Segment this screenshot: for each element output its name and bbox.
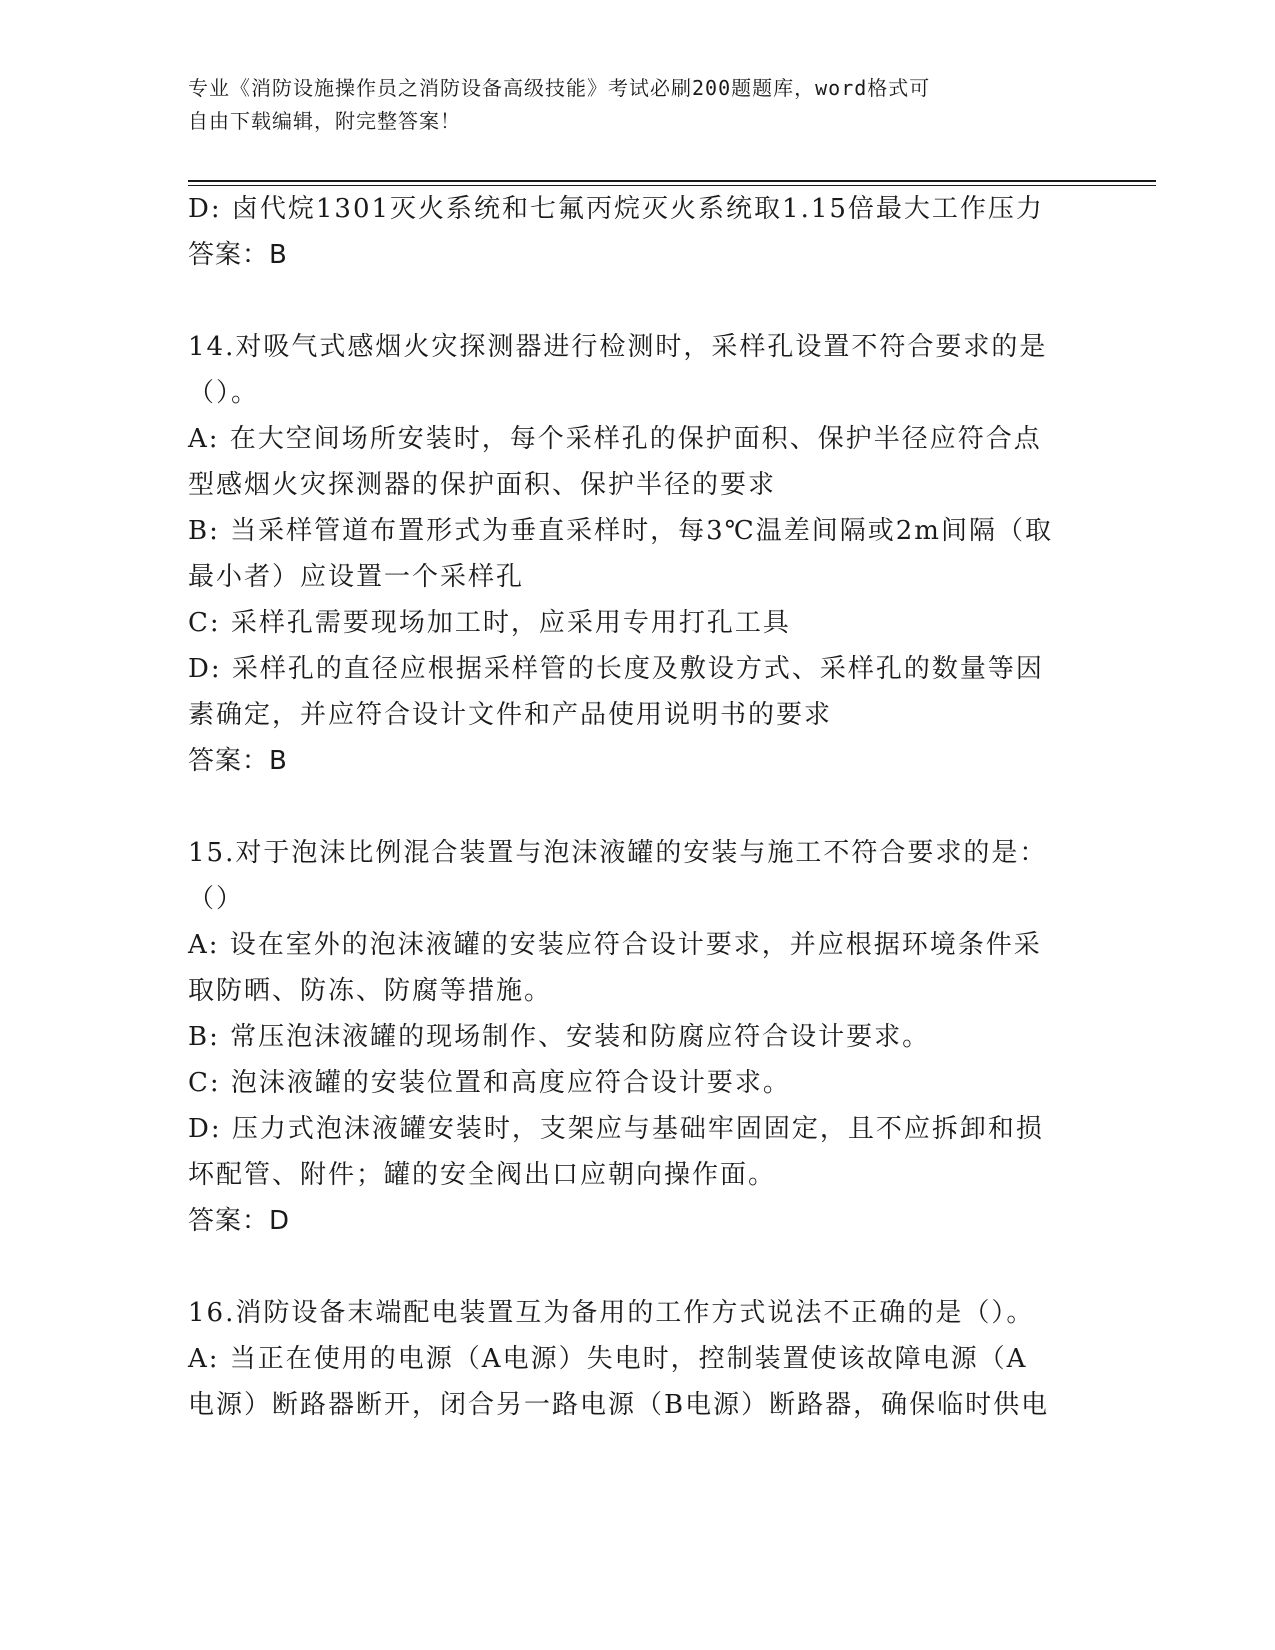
option-a: A: 设在室外的泡沫液罐的安装应符合设计要求，并应根据环境条件采 (188, 930, 1042, 960)
question-text: 16.消防设备末端配电装置互为备用的工作方式说法不正确的是（）。 (188, 1298, 1035, 1328)
option-a: 电源）断路器断开，闭合另一路电源（B电源）断路器，确保临时供电 (188, 1390, 1050, 1420)
option-d: 素确定，并应符合设计文件和产品使用说明书的要求 (188, 700, 833, 730)
option-b: B: 常压泡沫液罐的现场制作、安装和防腐应符合设计要求。 (188, 1022, 931, 1052)
option-d: 坏配管、附件；罐的安全阀出口应朝向操作面。 (188, 1160, 777, 1190)
question-15 (188, 830, 1088, 1244)
document-body (188, 186, 1088, 1428)
question-14 (188, 324, 1088, 784)
question-text: 14.对吸气式感烟火灾探测器进行检测时，采样孔设置不符合要求的是 (188, 332, 1048, 362)
option-c: C: 采样孔需要现场加工时，应采用专用打孔工具 (188, 608, 791, 638)
header-divider-thick (188, 180, 1156, 182)
answer: 答案：B (188, 746, 288, 776)
header-line: 自由下载编辑，附完整答案！ (188, 109, 461, 133)
question-16 (188, 1290, 1088, 1428)
option-d: D: 卤代烷1301灭火系统和七氟丙烷灭火系统取1.15倍最大工作压力 (188, 194, 1044, 224)
option-d: D: 压力式泡沫液罐安装时，支架应与基础牢固固定，且不应拆卸和损 (188, 1114, 1044, 1144)
option-b: B: 当采样管道布置形式为垂直采样时，每3℃温差间隔或2m间隔（取 (188, 516, 1053, 546)
answer: 答案：B (188, 240, 288, 270)
option-a: A: 在大空间场所安装时，每个采样孔的保护面积、保护半径应符合点 (188, 424, 1042, 454)
question-text: （） (188, 884, 245, 914)
answer: 答案：D (188, 1206, 291, 1236)
option-d: D: 采样孔的直径应根据采样管的长度及敷设方式、采样孔的数量等因 (188, 654, 1044, 684)
question-text: （）。 (188, 378, 260, 408)
question-text: 15.对于泡沫比例混合装置与泡沫液罐的安装与施工不符合要求的是： (188, 838, 1048, 868)
option-a: 型感烟火灾探测器的保护面积、保护半径的要求 (188, 470, 777, 500)
option-a: 取防晒、防冻、防腐等措施。 (188, 976, 553, 1006)
option-b: 最小者）应设置一个采样孔 (188, 562, 525, 592)
option-c: C: 泡沫液罐的安装位置和高度应符合设计要求。 (188, 1068, 791, 1098)
header-line: 专业《消防设施操作员之消防设备高级技能》考试必刷200题题库，word格式可 (188, 76, 931, 100)
option-a: A: 当正在使用的电源（A电源）失电时，控制装置使该故障电源（A (188, 1344, 1028, 1374)
document-header (188, 72, 1068, 138)
